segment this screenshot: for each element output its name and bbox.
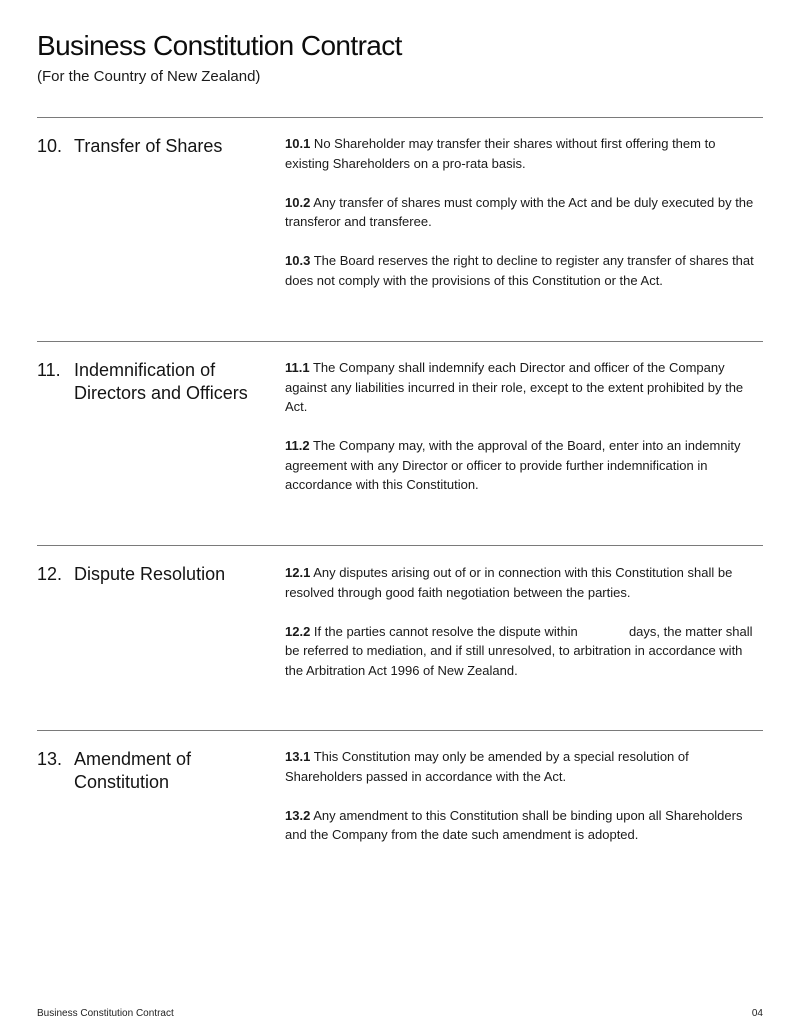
- clause-number: 11.1: [285, 360, 310, 375]
- footer-page-number: 04: [751, 1008, 763, 1019]
- clause-11-2: [285, 436, 763, 495]
- section-heading-10: [37, 135, 277, 158]
- clause-number: 13.2: [285, 807, 311, 823]
- clause-text: The Board reserves the right to decline to register any transfer of shares that does not comply with the provisions of this Constitution or the Act.: [285, 253, 754, 288]
- section-body-12: [285, 563, 763, 700]
- clause-text: Any disputes arising out of or in connection with this Constitution shall be resolved through good faith negotiation between the parties.: [285, 565, 733, 600]
- clause-text: The Company may, with the approval of the Board, enter into an indemnity agreement with any Director or officer to provide further indemnification in accordance with this Constitution.: [285, 438, 741, 493]
- section-heading-13: [37, 748, 277, 794]
- clause-12-1: [285, 563, 763, 602]
- clause-12-2: [285, 622, 763, 681]
- clause-text: This Constitution may only be amended by a special resolution of Shareholders passed in accordance with the Act.: [285, 749, 689, 784]
- page-subtitle: (For the Country of New Zealand): [37, 68, 261, 85]
- clause-text: Any transfer of shares must comply with the Act and be duly executed by the transferor and transferee.: [285, 194, 754, 230]
- section-divider: [37, 341, 763, 342]
- clause-number: 10.1: [285, 136, 311, 151]
- days-blank-field[interactable]: [581, 622, 625, 636]
- section-body-11: [285, 358, 763, 515]
- section-title: Dispute Resolution: [74, 564, 226, 584]
- clause-13-2: [285, 806, 763, 845]
- section-number: 10.: [37, 136, 63, 156]
- clause-10-2: [285, 193, 763, 232]
- section-divider: [37, 545, 763, 546]
- clause-number: 13.1: [285, 749, 311, 764]
- clause-text: The Company shall indemnify each Director and officer of the Company against any liabilities incurred in their role, except to the extent prohibited by the Act.: [285, 360, 744, 415]
- clause-text: Any amendment to this Constitution shall be binding upon all Shareholders and the Company from the date such amendment is adopted.: [285, 807, 743, 843]
- section-title: Amendment of Constitution: [74, 749, 192, 792]
- clause-text: No Shareholder may transfer their shares without first offering them to existing Shareholders on a pro-rata basis.: [285, 136, 716, 171]
- clause-10-1: [285, 134, 763, 173]
- clause-number: 10.2: [285, 194, 311, 210]
- section-number: 11.: [37, 360, 61, 380]
- clause-number: 11.2: [285, 438, 310, 454]
- clause-number: 12.2: [285, 623, 311, 639]
- clause-text-after: days, the matter shall be referred to mediation, and if still unresolved, to arbitration in accordance with the Arbitration Act 1996 of New Zealand.: [285, 623, 753, 678]
- section-divider: [37, 730, 763, 731]
- clause-text-before: If the parties cannot resolve the dispute within: [310, 623, 578, 639]
- clause-10-3: [285, 251, 763, 290]
- section-body-10: [285, 134, 763, 310]
- clause-11-1: [285, 358, 763, 417]
- section-heading-11: [37, 359, 277, 405]
- section-number: 13.: [37, 749, 63, 769]
- section-heading-12: [37, 563, 277, 586]
- section-body-13: [285, 747, 763, 864]
- page-title: Business Constitution Contract: [37, 30, 402, 61]
- section-number: 12.: [37, 564, 63, 584]
- section-title: Transfer of Shares: [74, 136, 223, 156]
- section-title: Indemnification of Directors and Officers: [74, 360, 248, 403]
- clause-number: 12.1: [285, 565, 311, 580]
- section-divider: [37, 117, 763, 118]
- footer-document-title: Business Constitution Contract: [37, 1008, 174, 1019]
- clause-13-1: [285, 747, 763, 786]
- clause-number: 10.3: [285, 253, 311, 269]
